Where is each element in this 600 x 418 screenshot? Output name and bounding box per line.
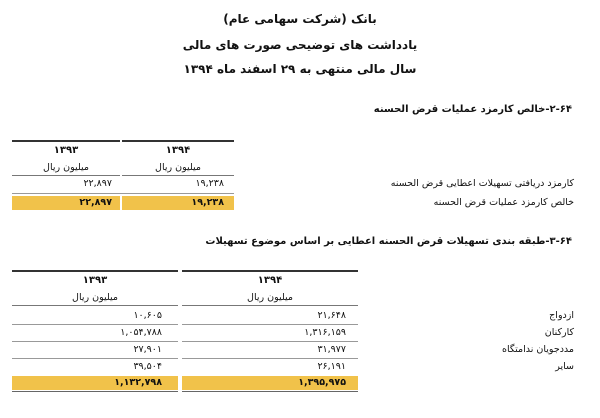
section2-unit-current: میلیون ریال <box>182 292 358 306</box>
section2-row-1-label: کارکنان <box>544 327 574 338</box>
section1-title: ۲-۶۴-خالص کارمزد عملیات قرض الحسنه <box>373 104 572 115</box>
section1-year-prev: ۱۳۹۳ <box>12 140 120 156</box>
section1-total-current: ۱۹,۲۳۸ <box>191 197 224 208</box>
section1-year-current: ۱۳۹۴ <box>122 140 234 156</box>
section2-row-1-current: ۱,۳۱۶,۱۵۹ <box>304 327 346 338</box>
section2-row-2-current: ۳۱,۹۷۷ <box>317 344 346 355</box>
section2-row-3-current: ۲۶,۱۹۱ <box>317 361 346 372</box>
section2-row-1-prev: ۱,۰۵۴,۷۸۸ <box>120 327 162 338</box>
bank-name-line: بانک (شرکت سهامی عام) <box>223 12 377 26</box>
report-subtitle: یادداشت های توضیحی صورت های مالی <box>182 38 418 52</box>
section2-row-0-label: ازدواج <box>549 310 574 321</box>
section2-unit-prev: میلیون ریال <box>12 292 178 306</box>
section2-year-current: ۱۳۹۴ <box>182 270 358 286</box>
section2-year-prev: ۱۳۹۳ <box>12 270 178 286</box>
section1-row-prev: ۲۲,۸۹۷ <box>83 178 112 189</box>
section1-row-current: ۱۹,۲۳۸ <box>195 178 224 189</box>
section1-unit-current: میلیون ریال <box>122 162 234 176</box>
section2-row-2-prev: ۲۷,۹۰۱ <box>133 344 162 355</box>
section1-total-prev: ۲۲,۸۹۷ <box>79 197 112 208</box>
section2-row-0-prev: ۱۰,۶۰۵ <box>133 310 162 321</box>
section2-row-3-label: سایر <box>555 361 574 372</box>
section2-row-2-label: مددجویان ندامتگاه <box>502 344 574 355</box>
report-period: سال مالی منتهی به ۲۹ اسفند ماه ۱۳۹۴ <box>183 62 417 76</box>
section2-row-3-prev: ۳۹,۵۰۴ <box>133 361 162 372</box>
section2-total-current: ۱,۳۹۵,۹۷۵ <box>298 377 346 388</box>
section1-row-label: کارمزد دریافتی تسهیلات اعطایی قرض الحسنه <box>390 178 574 189</box>
section2-total-prev: ۱,۱۳۲,۷۹۸ <box>114 377 162 388</box>
section1-unit-prev: میلیون ریال <box>12 162 120 176</box>
section2-row-0-current: ۲۱,۶۴۸ <box>317 310 346 321</box>
section1-total-label: خالص کارمزد عملیات قرض الحسنه <box>433 197 574 208</box>
section2-title: ۳-۶۴-طبقه بندی تسهیلات قرض الحسنه اعطایی بر اساس موضوع تسهیلات <box>205 236 572 247</box>
